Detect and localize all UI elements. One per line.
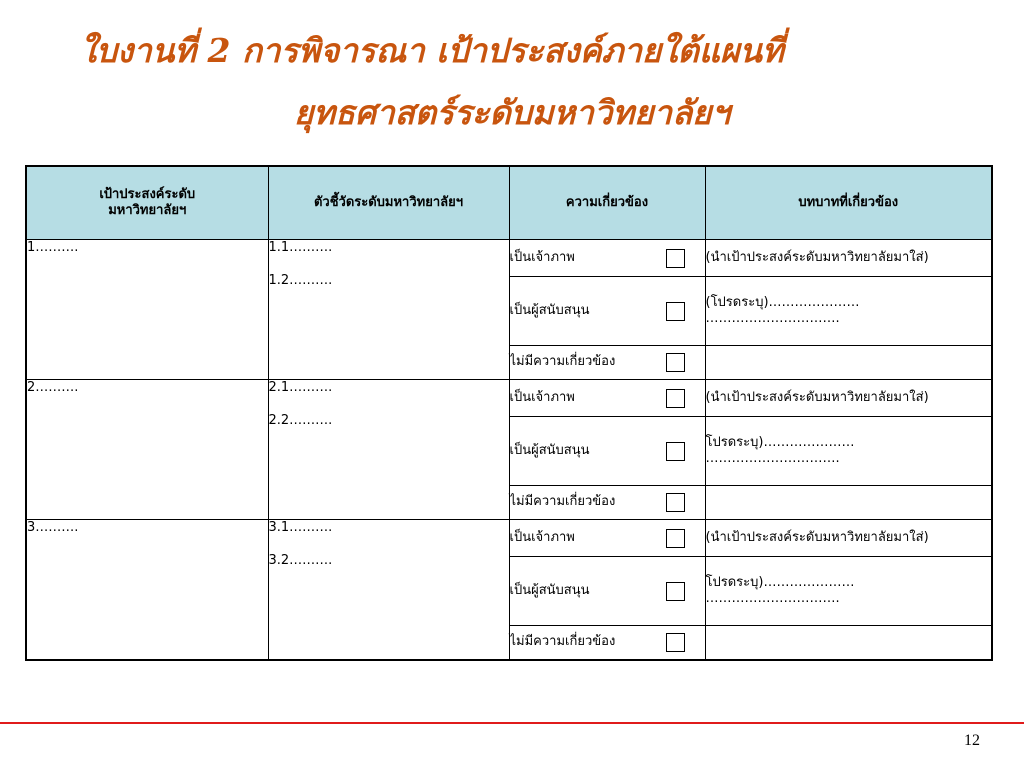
goal-3-relevance-unrelated <box>509 626 705 661</box>
goal-3-host-checkbox[interactable] <box>666 529 685 548</box>
goal-3-role-supporter[interactable] <box>705 557 992 626</box>
goal-2-role-host[interactable] <box>705 380 992 417</box>
goal-1-role-unrelated[interactable] <box>705 346 992 380</box>
goal-1-cell <box>26 240 268 380</box>
goal-2-role-host-text: (นำเป้าประสงค์ระดับมหาวิทยาลัยมาใส่) <box>705 389 929 405</box>
goal-2-role-supporter-line2: …………………………. <box>705 451 840 466</box>
goal-2-relevance-supporter <box>509 417 705 486</box>
goal-1-unrelated-checkbox[interactable] <box>666 353 685 372</box>
header-row <box>26 166 992 240</box>
goal-1-relevance-host <box>509 240 705 277</box>
goal-3-host-label: เป็นเจ้าภาพ <box>509 529 575 545</box>
goal-2-row-host <box>26 380 992 417</box>
goal-3-unrelated-label: ไม่มีความเกี่ยวข้อง <box>509 634 616 650</box>
goal-1-role-supporter-line2: …………………………. <box>705 311 840 326</box>
goal-2-unrelated-label: ไม่มีความเกี่ยวข้อง <box>509 494 616 510</box>
goal-3-unrelated-checkbox[interactable] <box>666 633 685 652</box>
header-university-goal <box>26 166 268 240</box>
page-number: 12 <box>964 732 980 749</box>
goal-1-role-supporter-line1: (โปรดระบุ)………………… <box>705 294 860 310</box>
goal-2-relevance-host <box>509 380 705 417</box>
header-university-goal-line2: มหาวิทยาลัยฯ <box>108 203 187 218</box>
worksheet-title-line-1: ใบงานที่ 2 การพิจารณา เป้าประสงค์ภายใต้แผนที่ <box>80 31 784 70</box>
goal-1-unrelated-label: ไม่มีความเกี่ยวข้อง <box>509 354 616 370</box>
goal-1-kpi-cell <box>268 240 509 380</box>
header-university-goal-line1: เป้าประสงค์ระดับ <box>99 186 196 202</box>
goal-3-supporter-checkbox[interactable] <box>666 582 685 601</box>
header-relevance: ความเกี่ยวข้อง <box>509 166 705 240</box>
goal-3-cell <box>26 520 268 661</box>
goal-1-supporter-label: เป็นผู้สนับสนุน <box>509 302 590 318</box>
goal-2-supporter-checkbox[interactable] <box>666 442 685 461</box>
goal-1-role-supporter[interactable] <box>705 277 992 346</box>
goal-3-kpi-cell <box>268 520 509 661</box>
goal-3-role-supporter-line1: โปรดระบุ)………………… <box>705 574 855 590</box>
footer-divider <box>0 722 1024 724</box>
goal-2-host-checkbox[interactable] <box>666 389 685 408</box>
goal-3-supporter-label: เป็นผู้สนับสนุน <box>509 582 590 598</box>
goal-1-host-label: เป็นเจ้าภาพ <box>509 249 575 265</box>
goal-1-text[interactable]: 1………. <box>27 240 79 255</box>
goal-relevance-table <box>25 165 993 661</box>
goal-2-text[interactable]: 2………. <box>27 380 79 395</box>
goal-1-supporter-checkbox[interactable] <box>666 302 685 321</box>
goal-2-role-supporter[interactable] <box>705 417 992 486</box>
goal-3-relevance-host <box>509 520 705 557</box>
goal-3-text[interactable]: 3………. <box>27 520 79 535</box>
goal-2-supporter-label: เป็นผู้สนับสนุน <box>509 442 590 458</box>
kpi-1-1-text[interactable]: 1.1………. <box>268 240 333 255</box>
goal-3-role-supporter-line2: …………………………. <box>705 591 840 606</box>
kpi-2-1-text[interactable]: 2.1………. <box>268 380 333 395</box>
goal-2-relevance-unrelated <box>509 486 705 520</box>
goal-1-relevance-unrelated <box>509 346 705 380</box>
goal-1-relevance-supporter <box>509 277 705 346</box>
header-related-role: บทบาทที่เกี่ยวข้อง <box>705 166 992 240</box>
goal-1-role-host[interactable] <box>705 240 992 277</box>
goal-3-relevance-supporter <box>509 557 705 626</box>
kpi-2-2-text[interactable]: 2.2………. <box>268 413 333 428</box>
header-university-kpi: ตัวชี้วัดระดับมหาวิทยาลัยฯ <box>268 166 509 240</box>
goal-3-role-unrelated[interactable] <box>705 626 992 661</box>
goal-1-role-host-text: (นำเป้าประสงค์ระดับมหาวิทยาลัยมาใส่) <box>705 249 929 265</box>
kpi-3-1-text[interactable]: 3.1………. <box>268 520 333 535</box>
goal-2-host-label: เป็นเจ้าภาพ <box>509 389 575 405</box>
goal-1-host-checkbox[interactable] <box>666 249 685 268</box>
goal-3-role-host[interactable] <box>705 520 992 557</box>
kpi-3-2-text[interactable]: 3.2………. <box>268 553 333 568</box>
goal-2-kpi-cell <box>268 380 509 520</box>
goal-2-role-supporter-line1: โปรดระบุ)………………… <box>705 434 855 450</box>
goal-3-row-host <box>26 520 992 557</box>
goal-2-unrelated-checkbox[interactable] <box>666 493 685 512</box>
goal-3-role-host-text: (นำเป้าประสงค์ระดับมหาวิทยาลัยมาใส่) <box>705 529 929 545</box>
goal-2-cell <box>26 380 268 520</box>
worksheet-title-line-2: ยุทธศาสตร์ระดับมหาวิทยาลัยฯ <box>293 93 731 132</box>
kpi-1-2-text[interactable]: 1.2………. <box>268 273 333 288</box>
goal-1-row-host <box>26 240 992 277</box>
goal-2-role-unrelated[interactable] <box>705 486 992 520</box>
